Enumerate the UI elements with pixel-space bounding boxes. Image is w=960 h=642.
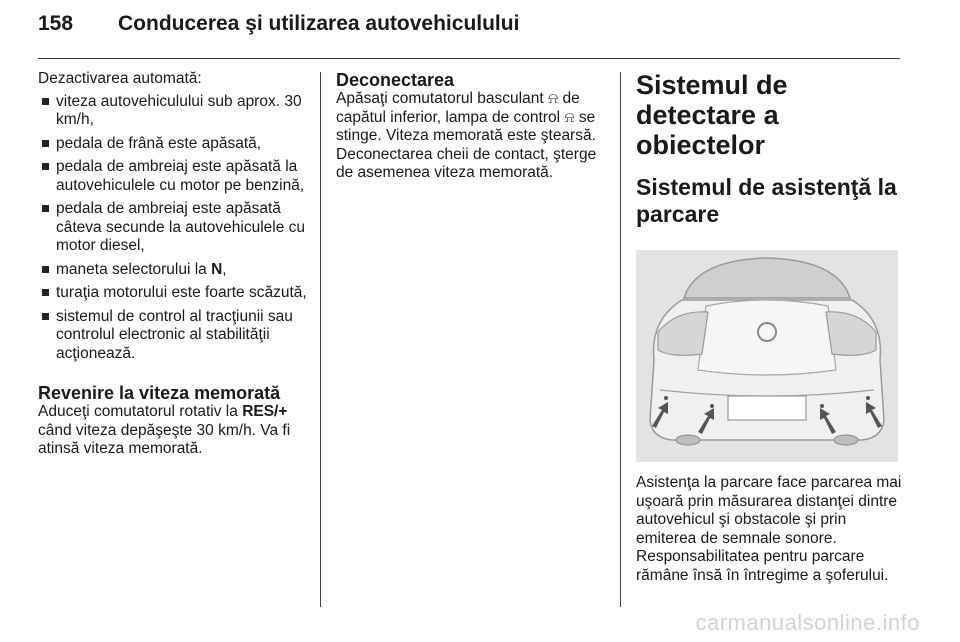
list-item-suffix: ,: [222, 260, 227, 278]
disconnect-heading: Deconectarea: [336, 70, 455, 90]
cruise-control-icon: ⍾: [547, 90, 559, 107]
column-right: [636, 70, 904, 585]
watermark: carmanualsonline.info: [695, 610, 920, 635]
list-item: [38, 261, 310, 280]
column-divider: [620, 72, 621, 607]
list-item: sistemul de control al tracţiunii sau controlul electronic al stabilităţii acţionează.: [38, 308, 310, 364]
cruise-control-icon: ⍾: [564, 108, 575, 126]
paragraph-text: se stinge. Viteza memorată este ştearsă. Deconectarea cheii de contact, şterge de asemenea viteza memorată.: [336, 108, 597, 181]
section-subtitle: Sistemul de asistenţă la parcare: [636, 174, 897, 227]
list-item: pedala de ambreiaj este apăsată câteva secunde la autovehiculele cu motor diesel,: [38, 200, 310, 256]
column-middle: [336, 70, 604, 183]
page-number: 158: [38, 12, 74, 35]
list-item: viteza autovehiculului sub aprox. 30 km/h,: [38, 93, 310, 130]
paragraph-text: Apăsaţi comutatorul basculant: [336, 90, 548, 107]
list-item: pedala de ambreiaj este apăsată la autovehiculele cu motor pe benzină,: [38, 158, 310, 195]
list-item: turaţia motorului este foarte scăzută,: [38, 284, 310, 303]
selector-value: N: [211, 260, 223, 278]
page-header: [38, 12, 900, 59]
resume-heading: Revenire la viteza memorată: [38, 383, 281, 403]
paragraph-text: de capătul inferior, lampa de control: [336, 90, 580, 126]
section-title: Sistemul de detectare a obiectelor: [636, 70, 788, 160]
deactivation-list: [38, 93, 310, 364]
auto-deactivation-intro: Dezactivarea automată:: [38, 70, 202, 87]
resume-text: când viteza depăşeşte 30 km/h. Va fi atinsă viteza memorată.: [38, 421, 291, 457]
disconnect-paragraph: [336, 90, 604, 183]
car-rear-icon: [636, 250, 898, 462]
resume-text: Aduceţi comutatorul rotativ la: [38, 403, 243, 420]
list-item-text: maneta selectorului la: [56, 260, 212, 278]
list-item: pedala de frână este apăsată,: [38, 135, 310, 154]
column-divider: [320, 72, 321, 607]
page-title: Conducerea şi utilizarea autovehiculului: [118, 12, 520, 35]
resume-value: RES/+: [242, 403, 288, 420]
parking-sensor-illustration: [636, 250, 898, 462]
column-left: [38, 70, 310, 459]
resume-paragraph: [38, 403, 310, 459]
parking-assist-description: Asistenţa la parcare face parcarea mai uşoară prin măsurarea distanţei dintre autovehicul şi obstacole şi prin emiterea de semnale sonore. Responsabilitatea pentru parcare rămâne însă în întregime a şoferului.: [636, 474, 902, 584]
